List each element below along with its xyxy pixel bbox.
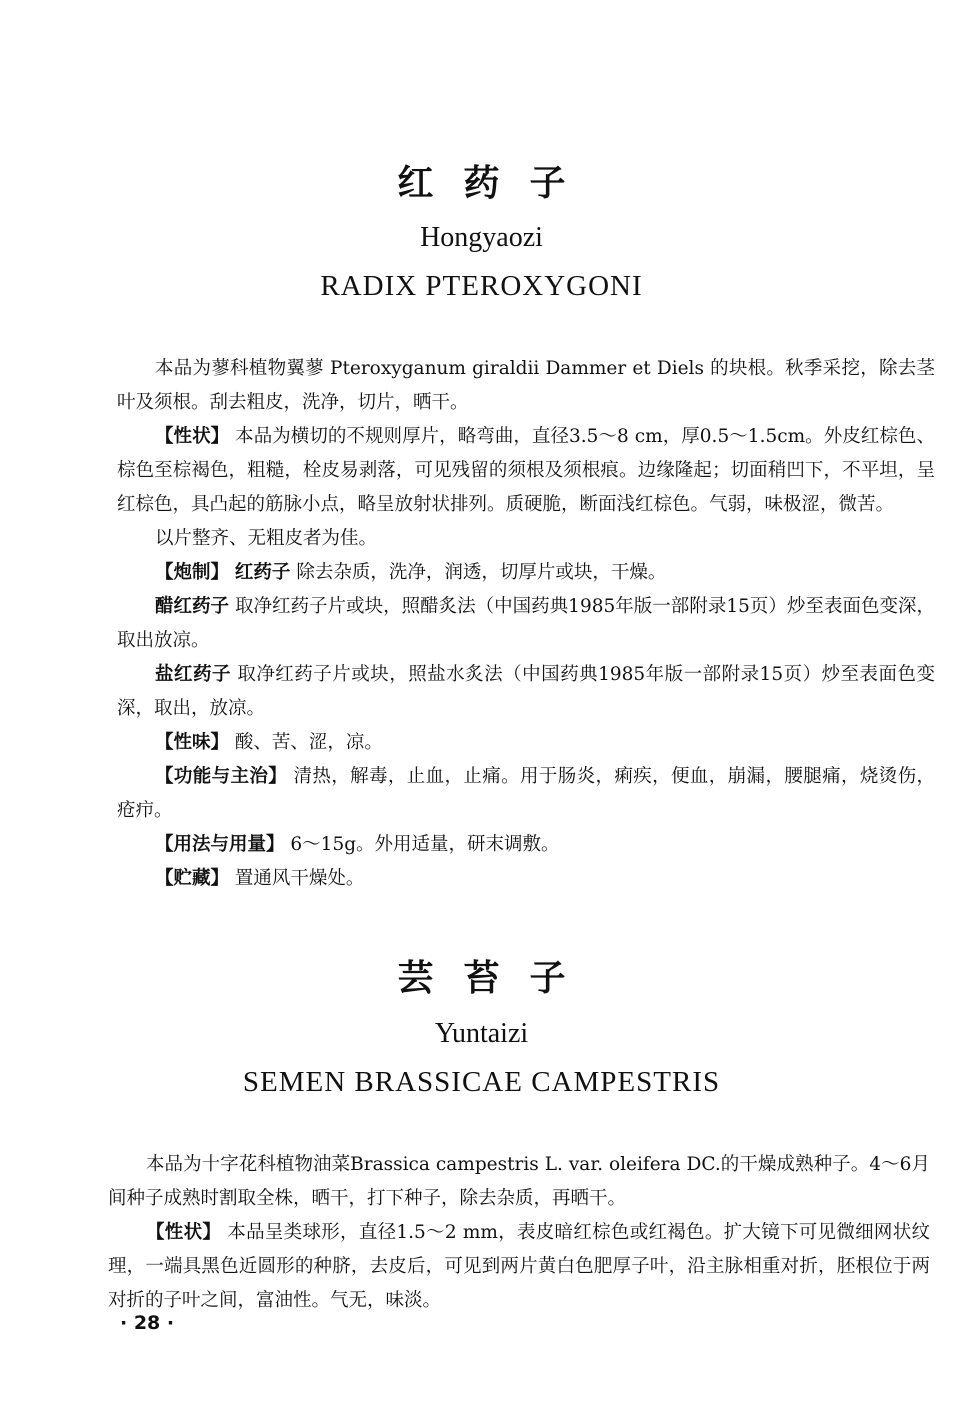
entry-title-pinyin: Hongyaozi [420, 222, 543, 253]
description-paragraph [108, 1216, 930, 1318]
entry-title-pinyin: Yuntaizi [434, 1018, 529, 1049]
description-label: 【性状】 [146, 1222, 222, 1243]
processing-sub-label: 红药子 [234, 562, 291, 583]
processing-text: 除去杂质，洗净，润透，切厚片或块，干燥。 [296, 562, 667, 583]
quality-paragraph: 以片整齐、无粗皮者为佳。 [155, 528, 378, 549]
storage-paragraph [117, 862, 935, 896]
usage-paragraph [117, 828, 935, 862]
description-text: 本品呈类球形，直径1.5～2 mm，表皮暗红棕色或红褐色。扩大镜下可见微细网状纹理，一端具黑色近圆形的种脐，去皮后，可见到两片黄白色肥厚子叶，沿主脉相重对折，胚根位于两对折的子叶之间，富油性。气无，味淡。 [108, 1222, 930, 1311]
entry-title-latin: RADIX PTEROXYGONI [320, 270, 643, 302]
processing-label: 【炮制】 [155, 562, 230, 583]
entry-body [108, 1148, 930, 1318]
source-paragraph: 本品为十字花科植物油菜Brassica campestris L. var. oleifera DC.的干燥成熟种子。4～6月间种子成熟时割取全株，晒干，打下种子，除去杂质，再晒干。 [108, 1154, 930, 1209]
function-paragraph [117, 760, 935, 828]
page-number: · 28 · [120, 1312, 175, 1334]
nature-paragraph [117, 726, 935, 760]
salt-processing-paragraph [117, 658, 935, 726]
salt-processing-text: 取净红药子片或块，照盐水炙法（中国药典1985年版一部附录15页）炒至表面色变深，取出，放凉。 [117, 664, 935, 719]
usage-label: 【用法与用量】 [155, 834, 285, 855]
description-paragraph [117, 420, 935, 522]
function-label: 【功能与主治】 [155, 766, 288, 787]
processing-paragraph [117, 556, 935, 590]
entry-body [117, 352, 935, 896]
entry-title-cn: 红药子 [397, 163, 596, 204]
entry-title-latin: SEMEN BRASSICAE CAMPESTRIS [242, 1066, 721, 1098]
function-text: 清热，解毒，止血，止痛。用于肠炎，痢疾，便血，崩漏，腰腿痛，烧烫伤，疮疖。 [117, 766, 935, 821]
description-label: 【性状】 [155, 426, 230, 447]
usage-text: 6～15g。外用适量，研末调敷。 [290, 834, 560, 855]
description-text: 本品为横切的不规则厚片，略弯曲，直径3.5～8 cm，厚0.5～1.5cm。外皮红棕色、棕色至棕褐色，粗糙，栓皮易剥落，可见残留的须根及须根痕。边缘隆起；切面稍凹下，不平坦，呈红棕色，具凸起的筋脉小点，略呈放射状排列。质硬脆，断面浅红棕色。气弱，味极涩，微苦。 [117, 426, 935, 515]
entry-title-cn: 芸苔子 [397, 958, 596, 999]
nature-label: 【性味】 [155, 732, 230, 753]
storage-text: 置通风干燥处。 [234, 868, 365, 889]
vinegar-processing-label: 醋红药子 [155, 596, 230, 617]
storage-label: 【贮藏】 [155, 868, 230, 889]
salt-processing-label: 盐红药子 [155, 664, 231, 685]
vinegar-processing-text: 取净红药子片或块，照醋炙法（中国药典1985年版一部附录15页）炒至表面色变深，取出放凉。 [117, 596, 936, 651]
source-paragraph: 本品为蓼科植物翼蓼 Pteroxyganum giraldii Dammer et Diels 的块根。秋季采挖，除去茎叶及须根。刮去粗皮，洗净，切片，晒干。 [117, 358, 935, 413]
nature-text: 酸、苦、涩，凉。 [234, 732, 383, 753]
vinegar-processing-paragraph [117, 590, 935, 658]
